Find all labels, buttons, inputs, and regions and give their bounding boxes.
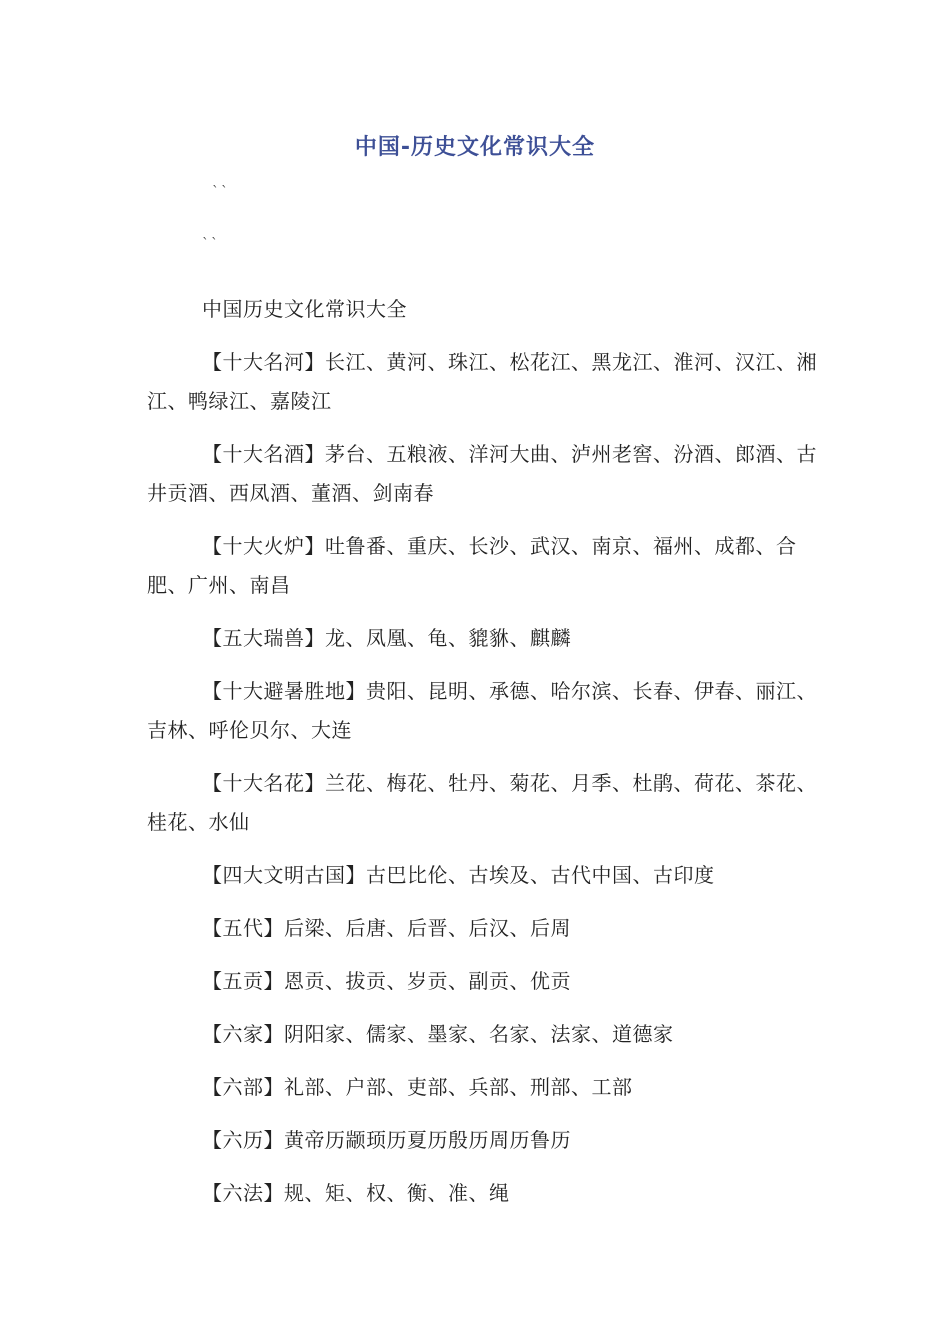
- paragraph-term: 【十大名花】: [202, 771, 325, 795]
- paragraph-term: 【六历】: [202, 1128, 284, 1152]
- paragraph: [147, 527, 827, 605]
- paragraph-term: 【六法】: [202, 1181, 284, 1205]
- paragraph-term: 【十大名酒】: [202, 442, 325, 466]
- paragraph: [147, 343, 827, 421]
- paragraph-text: 规、矩、权、衡、准、绳: [284, 1181, 510, 1205]
- document-body: [147, 290, 827, 1227]
- paragraph: [147, 1068, 827, 1107]
- paragraph-term: 【十大名河】: [202, 350, 325, 374]
- paragraph: [147, 856, 827, 895]
- paragraph-text: 古巴比伦、古埃及、古代中国、古印度: [366, 863, 715, 887]
- paragraph-text: 礼部、户部、吏部、兵部、刑部、工部: [284, 1075, 633, 1099]
- paragraph-text: 长江、黄河、珠江、松花江、黑龙江、淮河、汉江、湘江、鸭绿江、嘉陵江: [147, 350, 817, 413]
- paragraph-term: 【四大文明古国】: [202, 863, 366, 887]
- paragraph: [147, 672, 827, 750]
- document-title: 中国-历史文化常识大全: [354, 135, 596, 160]
- paragraph: [147, 290, 827, 329]
- paragraph-term: 【十大避暑胜地】: [202, 679, 366, 703]
- paragraph-term: 【五贡】: [202, 969, 284, 993]
- paragraph-text: 阴阳家、儒家、墨家、名家、法家、道德家: [284, 1022, 674, 1046]
- paragraph-term: 【五大瑞兽】: [202, 626, 325, 650]
- paragraph: [147, 619, 827, 658]
- paragraph-term: 【六家】: [202, 1022, 284, 1046]
- paragraph-text: 中国历史文化常识大全: [202, 297, 407, 321]
- paragraph-term: 【五代】: [202, 916, 284, 940]
- paragraph: [147, 1174, 827, 1213]
- paragraph: [147, 435, 827, 513]
- paragraph: [147, 764, 827, 842]
- paragraph-text: 龙、凤凰、龟、貔貅、麒麟: [325, 626, 571, 650]
- stray-mark-2: ``: [202, 236, 220, 252]
- paragraph-text: 茅台、五粮液、洋河大曲、泸州老窖、汾酒、郎酒、古井贡酒、西凤酒、董酒、剑南春: [147, 442, 817, 505]
- paragraph-text: 吐鲁番、重庆、长沙、武汉、南京、福州、成都、合肥、广州、南昌: [147, 534, 797, 597]
- paragraph: [147, 1121, 827, 1160]
- paragraph-term: 【六部】: [202, 1075, 284, 1099]
- paragraph-text: 恩贡、拔贡、岁贡、副贡、优贡: [284, 969, 571, 993]
- paragraph-term: 【十大火炉】: [202, 534, 325, 558]
- paragraph-text: 黄帝历颛顼历夏历殷历周历鲁历: [284, 1128, 571, 1152]
- paragraph: [147, 1015, 827, 1054]
- paragraph: [147, 909, 827, 948]
- paragraph-text: 兰花、梅花、牡丹、菊花、月季、杜鹃、荷花、茶花、桂花、水仙: [147, 771, 817, 834]
- paragraph-text: 后梁、后唐、后晋、后汉、后周: [284, 916, 571, 940]
- stray-mark-1: ``: [212, 184, 230, 200]
- paragraph: [147, 962, 827, 1001]
- paragraph-text: 贵阳、昆明、承德、哈尔滨、长春、伊春、丽江、吉林、呼伦贝尔、大连: [147, 679, 817, 742]
